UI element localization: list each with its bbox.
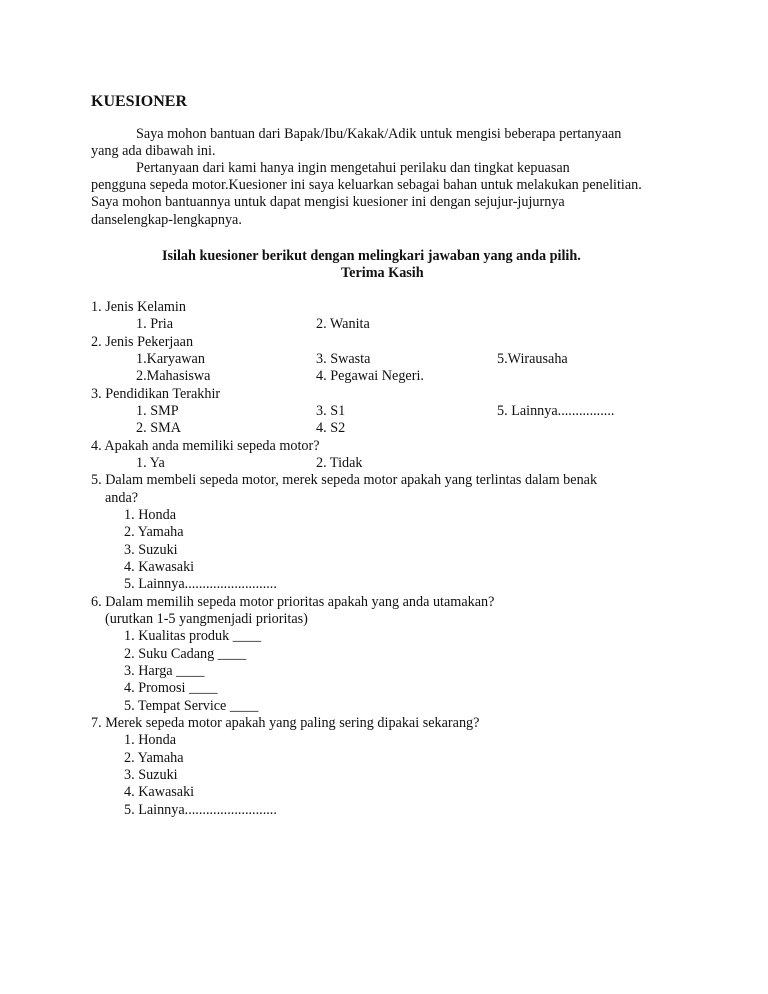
answer-option: 1. SMP	[136, 403, 179, 419]
intro-line: yang ada dibawah ini.	[91, 143, 216, 159]
document-title: KUESIONER	[91, 93, 188, 110]
question-1: 1. Jenis Kelamin	[91, 299, 186, 315]
thanks-text: Terima Kasih	[341, 265, 424, 281]
intro-line: Pertanyaan dari kami hanya ingin mengetahui perilaku dan tingkat kepuasan	[136, 160, 570, 176]
answer-option: 2. Yamaha	[124, 750, 184, 766]
answer-option: 5.Wirausaha	[497, 351, 568, 367]
intro-line: Saya mohon bantuannya untuk dapat mengisi kuesioner ini dengan sejujur-jujurnya	[91, 194, 565, 210]
answer-option: 3. S1	[316, 403, 346, 419]
intro-line: danselengkap-lengkapnya.	[91, 212, 242, 228]
question-3: 3. Pendidikan Terakhir	[91, 386, 221, 402]
answer-option: 5. Tempat Service ____	[124, 698, 259, 714]
answer-option: 4. Pegawai Negeri.	[316, 368, 424, 384]
intro-line: Saya mohon bantuan dari Bapak/Ibu/Kakak/Adik untuk mengisi beberapa pertanyaan	[136, 126, 622, 142]
answer-option: 1. Pria	[136, 316, 174, 332]
question-5-continuation: anda?	[105, 490, 139, 506]
question-5: 5. Dalam membeli sepeda motor, merek sepeda motor apakah yang terlintas dalam benak	[91, 472, 598, 488]
answer-option: 2. Wanita	[316, 316, 370, 332]
question-6: 6. Dalam memilih sepeda motor prioritas apakah yang anda utamakan?	[91, 594, 495, 610]
question-7: 7. Merek sepeda motor apakah yang paling sering dipakai sekarang?	[91, 715, 480, 731]
question-4: 4. Apakah anda memiliki sepeda motor?	[91, 438, 320, 454]
answer-option: 1. Kualitas produk ____	[124, 628, 262, 644]
instruction-text: Isilah kuesioner berikut dengan melingkari jawaban yang anda pilih.	[162, 248, 581, 264]
answer-option: 5. Lainnya..........................	[124, 802, 277, 818]
answer-option: 4. Kawasaki	[124, 784, 195, 800]
answer-option: 1.Karyawan	[136, 351, 205, 367]
answer-option: 1. Ya	[136, 455, 165, 471]
answer-option: 5. Lainnya................	[497, 403, 615, 419]
answer-option: 3. Harga ____	[124, 663, 205, 679]
answer-option: 3. Suzuki	[124, 767, 178, 783]
question-6-note: (urutkan 1-5 yangmenjadi prioritas)	[105, 611, 308, 627]
answer-option: 4. S2	[316, 420, 346, 436]
answer-option: 5. Lainnya..........................	[124, 576, 277, 592]
answer-option: 3. Swasta	[316, 351, 371, 367]
answer-option: 4. Promosi ____	[124, 680, 218, 696]
intro-line: pengguna sepeda motor.Kuesioner ini saya keluarkan sebagai bahan untuk melakukan penelitian.	[91, 177, 642, 193]
answer-option: 1. Honda	[124, 507, 177, 523]
answer-option: 2. SMA	[136, 420, 181, 436]
answer-option: 2. Suku Cadang ____	[124, 646, 247, 662]
answer-option: 4. Kawasaki	[124, 559, 195, 575]
answer-option: 1. Honda	[124, 732, 177, 748]
answer-option: 2.Mahasiswa	[136, 368, 211, 384]
answer-option: 3. Suzuki	[124, 542, 178, 558]
answer-option: 2. Yamaha	[124, 524, 184, 540]
answer-option: 2. Tidak	[316, 455, 363, 471]
question-2: 2. Jenis Pekerjaan	[91, 334, 194, 350]
